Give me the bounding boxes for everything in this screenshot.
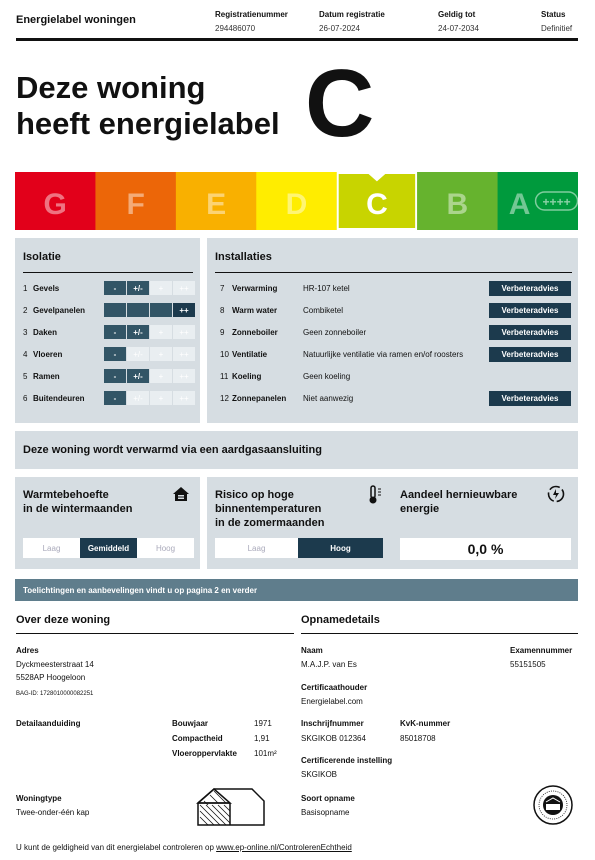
bouwjaar-value: 1971 <box>254 719 272 728</box>
about-title: Over deze woning <box>16 614 111 626</box>
installation-row-number: 10 <box>220 350 229 359</box>
notice-strip <box>15 579 578 601</box>
isolation-row-number: 1 <box>23 284 28 293</box>
installations-divider <box>215 272 572 273</box>
overheat-title-1: Risico op hoge <box>215 489 294 501</box>
isolation-level-cell: +/- <box>127 325 149 339</box>
isolation-level-cell: +/- <box>127 369 149 383</box>
exam-value: 55151505 <box>510 660 546 669</box>
scale-letter-d: D <box>285 188 308 221</box>
isolation-level-cell <box>150 303 172 317</box>
scale-letter-b: B <box>446 188 469 221</box>
compactheid-value: 1,91 <box>254 734 270 743</box>
epbd-seal-icon <box>532 784 574 831</box>
renewable-value: 0,0 % <box>400 538 571 560</box>
bouwjaar-label: Bouwjaar <box>172 719 209 728</box>
improvement-advice-button[interactable]: Verbeteradvies <box>489 325 571 340</box>
installation-row-number: 12 <box>220 394 229 403</box>
isolation-level-cell: - <box>104 369 126 383</box>
hero-line-2: heeft energielabel <box>16 106 280 141</box>
isolation-level-cell: +/- <box>127 347 149 361</box>
registration-date: 26-07-2024 <box>319 24 360 33</box>
installation-row-value: Geen koeling <box>303 372 351 381</box>
overheat-title-2: binnentemperaturen <box>215 503 322 515</box>
isolation-level-cell: + <box>150 391 172 405</box>
registration-number: 294486070 <box>215 24 256 33</box>
thermometer-icon <box>364 485 382 510</box>
kvk-value: 85018708 <box>400 734 436 743</box>
scale-letter-a: A <box>508 188 531 221</box>
scale-letter-f: F <box>126 188 145 221</box>
hero-title <box>16 70 280 142</box>
isolation-level-cell: - <box>104 281 126 295</box>
installation-row-label: Zonnepanelen <box>232 394 287 403</box>
overheat-option: Hoog <box>298 538 383 558</box>
heat-demand-option: Hoog <box>137 538 194 558</box>
isolation-level-cell: +/- <box>127 281 149 295</box>
energy-label-scale <box>15 172 578 230</box>
notice-text: Toelichtingen en aanbevelingen vindt u op pagina 2 en verder <box>23 586 258 595</box>
detail-label: Detailaanduiding <box>16 719 81 728</box>
overheat-title <box>215 488 324 530</box>
renewable-title-1: Aandeel hernieuwbare <box>400 489 518 501</box>
name-value: M.A.J.P. van Es <box>301 660 357 669</box>
isolation-level-cell: ++ <box>173 303 195 317</box>
overheat-option: Laag <box>215 538 298 558</box>
name-label: Naam <box>301 646 323 655</box>
registration-date-label: Datum registratie <box>319 10 385 19</box>
improvement-advice-button[interactable]: Verbeteradvies <box>489 347 571 362</box>
scale-letter-g: G <box>43 188 67 221</box>
energy-label-letter: C <box>305 50 375 157</box>
hero-line-1: Deze woning <box>16 70 206 105</box>
scale-letter-e: E <box>206 188 227 221</box>
installation-row-number: 8 <box>220 306 225 315</box>
holder-label: Certificaathouder <box>301 683 368 692</box>
renewable-title-2: energie <box>400 503 440 515</box>
scale-a-plus-text: ++++ <box>542 195 571 209</box>
installation-row-value: HR-107 ketel <box>303 284 350 293</box>
heat-demand-option: Gemiddeld <box>80 538 137 558</box>
isolation-row-number: 5 <box>23 372 28 381</box>
isolation-row-number: 4 <box>23 350 28 359</box>
isolation-row-label: Vloeren <box>33 350 63 359</box>
scale-letter-c: C <box>366 188 388 221</box>
installation-row-label: Ventilatie <box>232 350 268 359</box>
isolation-row-label: Gevelpanelen <box>33 306 86 315</box>
holder-value: Energielabel.com <box>301 697 363 706</box>
kind-label: Soort opname <box>301 794 355 803</box>
isolation-row-label: Buitendeuren <box>33 394 85 403</box>
cert-value: SKGIKOB <box>301 770 338 779</box>
isolation-level-cell: ++ <box>173 281 195 295</box>
footer-text: U kunt de geldigheid van dit energielabel controleren op <box>16 843 217 852</box>
heating-text: Deze woning wordt verwarmd via een aardgasaansluiting <box>23 444 322 456</box>
installation-row-number: 7 <box>220 284 225 293</box>
renewable-cycle-icon <box>546 484 566 509</box>
exam-label: Examennummer <box>510 646 573 655</box>
header-divider <box>16 38 578 41</box>
installation-row-label: Warm water <box>232 306 278 315</box>
vloer-value: 101m² <box>254 749 277 758</box>
isolation-row-number: 6 <box>23 394 28 403</box>
isolation-level-cell: ++ <box>173 325 195 339</box>
renewable-title <box>400 488 517 516</box>
footer <box>16 843 352 852</box>
isolation-level-cell: + <box>150 369 172 383</box>
isolation-level-cell <box>104 303 126 317</box>
isolation-level-cell: +/- <box>127 391 149 405</box>
installations-title: Installaties <box>215 251 272 263</box>
isolation-level-cell: - <box>104 325 126 339</box>
address-line-2: 5528AP Hoogeloon <box>16 673 86 682</box>
heat-demand-title-1: Warmtebehoefte <box>23 489 109 501</box>
address-label: Adres <box>16 646 39 655</box>
installation-row-value: Combiketel <box>303 306 344 315</box>
status-label: Status <box>541 10 566 19</box>
status-value: Definitief <box>541 24 573 33</box>
isolation-row-label: Daken <box>33 328 58 337</box>
inschrijf-label: Inschrijfnummer <box>301 719 364 728</box>
isolation-level-cell: ++ <box>173 369 195 383</box>
isolation-row-number: 2 <box>23 306 28 315</box>
kvk-label: KvK-nummer <box>400 719 451 728</box>
isolation-row-label: Gevels <box>33 284 60 293</box>
isolation-level-cell: ++ <box>173 347 195 361</box>
bag-id: BAG-ID: 1728010000082251 <box>16 691 94 697</box>
isolation-level-cell: - <box>104 347 126 361</box>
isolation-level-cell: + <box>150 281 172 295</box>
compactheid-label: Compactheid <box>172 734 223 743</box>
heat-demand-title <box>23 488 132 516</box>
inschrijf-value: SKGIKOB 012364 <box>301 734 366 743</box>
woningtype-value: Twee-onder-één kap <box>16 808 90 817</box>
verification-link[interactable]: www.ep-online.nl/ControlerenEchtheid <box>216 843 352 852</box>
isolation-level-cell: ++ <box>173 391 195 405</box>
address-line-1: Dyckmeesterstraat 14 <box>16 660 94 669</box>
valid-until-label: Geldig tot <box>438 10 476 19</box>
document-title: Energielabel woningen <box>16 14 136 26</box>
energy-scale-graphic <box>15 172 578 230</box>
vloer-label: Vloeroppervlakte <box>172 749 237 758</box>
installation-row-value: Natuurlijke ventilatie via ramen en/of roosters <box>303 350 464 359</box>
installation-row-number: 9 <box>220 328 225 337</box>
installation-row-label: Zonneboiler <box>232 328 278 337</box>
improvement-advice-button[interactable]: Verbeteradvies <box>489 303 571 318</box>
isolation-level-cell: + <box>150 347 172 361</box>
isolation-level-cell <box>127 303 149 317</box>
registration-number-label: Registratienummer <box>215 10 288 19</box>
installation-row-value: Geen zonneboiler <box>303 328 367 337</box>
cert-label: Certificerende instelling <box>301 756 393 765</box>
installation-row-number: 11 <box>220 372 229 381</box>
isolation-level-cell: - <box>104 391 126 405</box>
kind-value: Basisopname <box>301 808 350 817</box>
installation-row-value: Niet aanwezig <box>303 394 354 403</box>
installation-row-label: Verwarming <box>232 284 278 293</box>
isolation-row-label: Ramen <box>33 372 60 381</box>
valid-until: 24-07-2034 <box>438 24 479 33</box>
woningtype-label: Woningtype <box>16 794 62 803</box>
heat-demand-title-2: in de wintermaanden <box>23 503 133 515</box>
recording-divider <box>301 633 578 634</box>
improvement-advice-button[interactable]: Verbeteradvies <box>489 281 571 296</box>
isolation-level-cell: + <box>150 325 172 339</box>
installation-row-label: Koeling <box>232 372 262 381</box>
isolation-row-number: 3 <box>23 328 28 337</box>
improvement-advice-button[interactable]: Verbeteradvies <box>489 391 571 406</box>
heat-demand-option: Laag <box>23 538 80 558</box>
isolation-title: Isolatie <box>23 251 61 263</box>
semi-detached-house-icon <box>192 783 268 834</box>
overheat-title-3: in de zomermaanden <box>215 517 325 529</box>
isolation-divider <box>23 272 193 273</box>
recording-title: Opnamedetails <box>301 614 380 626</box>
about-divider <box>16 633 294 634</box>
house-heat-icon <box>172 486 190 507</box>
